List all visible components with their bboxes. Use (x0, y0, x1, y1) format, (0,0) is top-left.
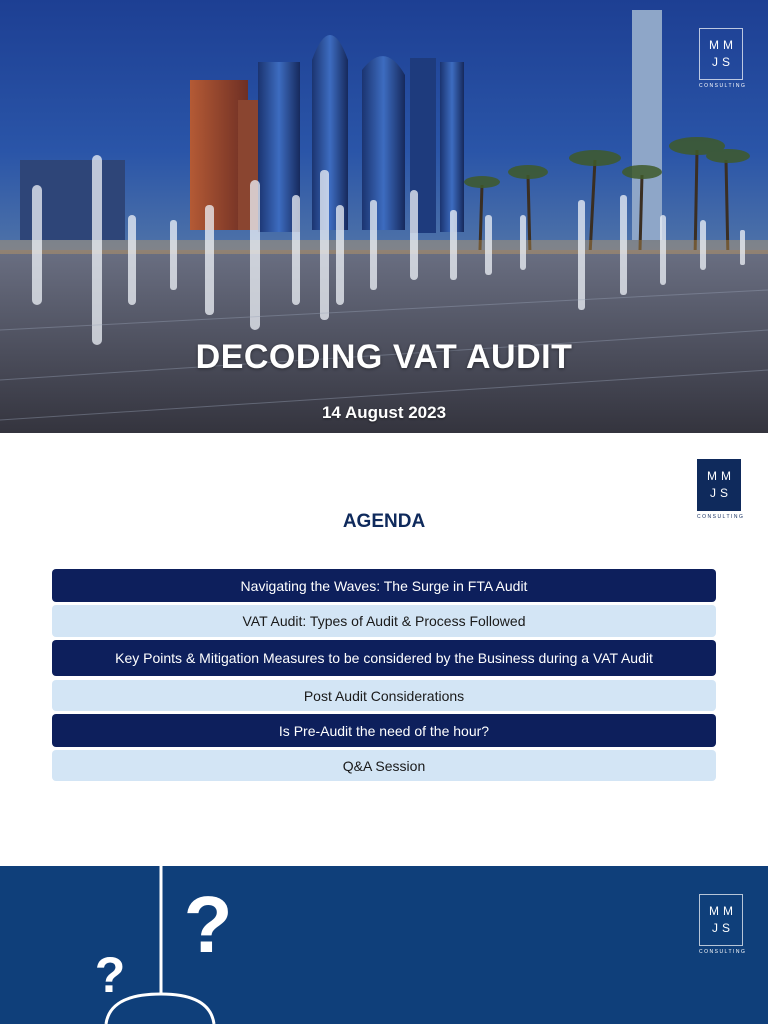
agenda-list (52, 569, 716, 784)
mmjs-logo (699, 28, 746, 89)
mmjs-logo (699, 894, 746, 955)
logo-subtitle: CONSULTING (697, 514, 745, 520)
logo-line-1: MM (707, 469, 735, 483)
logo-line-2: JS (709, 486, 732, 500)
agenda-item: Navigating the Waves: The Surge in FTA Audit (52, 569, 716, 602)
question-mark-large: ? (183, 880, 233, 969)
qa-slide (0, 866, 768, 1024)
cover-date: 14 August 2023 (321, 403, 447, 422)
agenda-slide (0, 433, 768, 866)
logo-line-2: JS (711, 921, 734, 935)
question-graphic (0, 866, 768, 1024)
agenda-item: Is Pre-Audit the need of the hour? (52, 714, 716, 747)
logo-line-1: MM (709, 38, 737, 52)
agenda-item: Key Points & Mitigation Measures to be considered by the Business during a VAT Audit (52, 640, 716, 676)
logo-subtitle: CONSULTING (699, 949, 747, 955)
agenda-item: VAT Audit: Types of Audit & Process Followed (52, 605, 716, 637)
agenda-item: Q&A Session (52, 750, 716, 781)
logo-line-1: MM (709, 904, 737, 918)
cover-slide (0, 0, 768, 433)
question-mark-small: ? (94, 947, 126, 1003)
agenda-item: Post Audit Considerations (52, 680, 716, 711)
agenda-heading: AGENDA (342, 511, 426, 532)
cover-title: DECODING VAT AUDIT (195, 338, 573, 376)
logo-line-2: JS (711, 55, 734, 69)
logo-subtitle: CONSULTING (699, 83, 747, 89)
